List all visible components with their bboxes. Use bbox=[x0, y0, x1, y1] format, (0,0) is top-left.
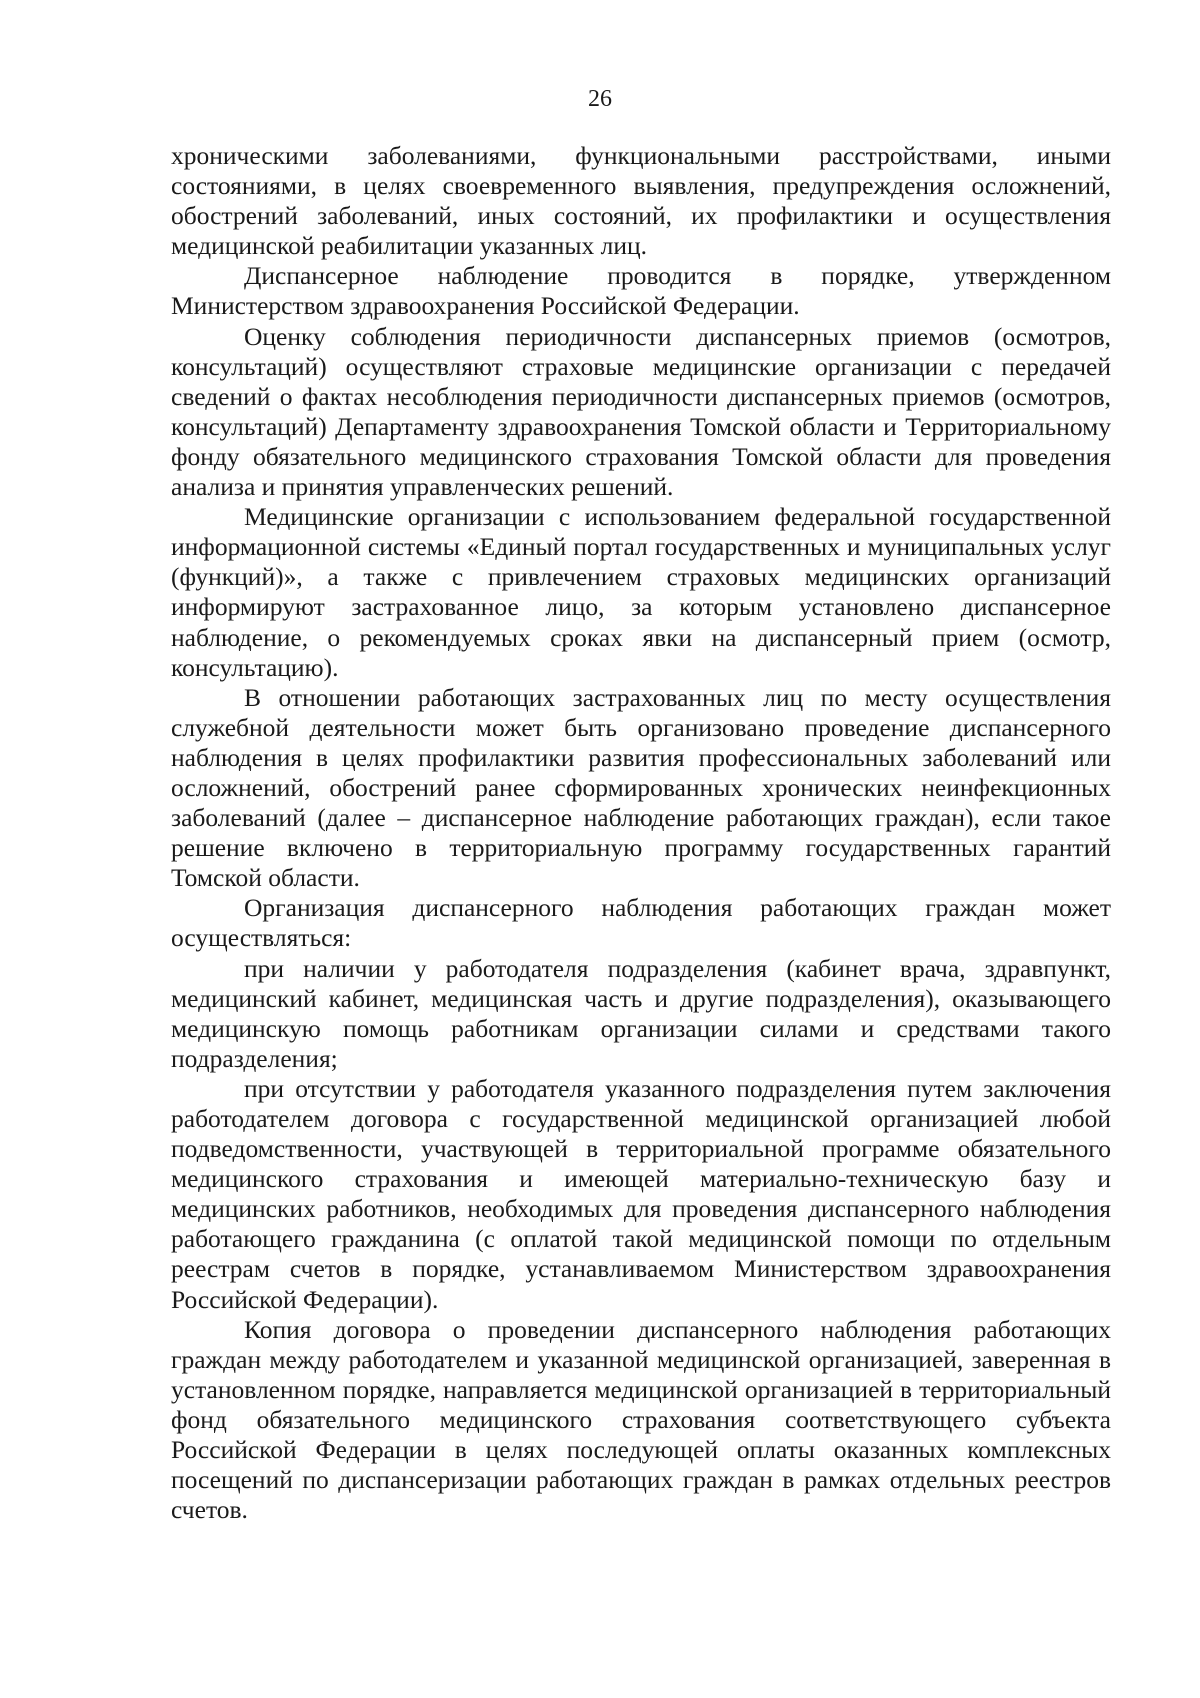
paragraph-working-citizens: В отношении работающих застрахованных лиц по месту осуществления служебной деятельности может быть организовано проведение диспансерного наблюдения в целях профилактики развития профессиональных заболеваний или осложнений, обострений ранее сформированных хронических неинфекционных заболеваний (далее – диспансерное наблюдение работающих граждан), если такое решение включено в территориальную программу государственных гарантий Томской области. bbox=[171, 682, 1111, 893]
paragraph-periodicity-assessment: Оценку соблюдения периодичности диспансерных приемов (осмотров, консультаций) осуществляют страховые медицинские организации с передачей сведений о фактах несоблюдения периодичности диспансерных приемов (осмотров, консультаций) Департаменту здравоохранения Томской области и Территориальному фонду обязательного медицинского страхования Томской области для проведения анализа и принятия управленческих решений. bbox=[171, 321, 1111, 502]
paragraph-dispensary-order: Диспансерное наблюдение проводится в порядке, утвержденном Министерством здравоохранения Российской Федерации. bbox=[171, 261, 1111, 321]
page-number: 26 bbox=[588, 86, 612, 112]
paragraph-organization: Организация диспансерного наблюдения работающих граждан может осуществляться: bbox=[171, 893, 1111, 953]
paragraph-employer-unit: при наличии у работодателя подразделения (кабинет врача, здравпункт, медицинский кабинет, медицинская часть и другие подразделения), оказывающего медицинскую помощь работникам организации силами и средствами такого подразделения; bbox=[171, 953, 1111, 1073]
paragraph-informing: Медицинские организации с использованием федеральной государственной информационной системы «Единый портал государственных и муниципальных услуг (функций)», а также с привлечением страховых медицинских организаций информируют застрахованное лицо, за которым установлено диспансерное наблюдение, о рекомендуемых сроках явки на диспансерный прием (осмотр, консультацию). bbox=[171, 502, 1111, 682]
paragraph-employer-contract: при отсутствии у работодателя указанного подразделения путем заключения работодателем договора с государственной медицинской организацией любой подведомственности, участвующей в территориальной программе обязательного медицинского страхования и имеющей материально-техническую базу и медицинских работников, необходимых для проведения диспансерного наблюдения работающего гражданина (с оплатой такой медицинской помощи по отдельным реестрам счетов в порядке, устанавливаемом Министерством здравоохранения Российской Федерации). bbox=[171, 1073, 1111, 1314]
document-body bbox=[171, 141, 1111, 1525]
paragraph-continuation: хроническими заболеваниями, функциональными расстройствами, иными состояниями, в целях своевременного выявления, предупреждения осложнений, обострений заболеваний, иных состояний, их профилактики и осуществления медицинской реабилитации указанных лиц. bbox=[171, 141, 1111, 261]
paragraph-contract-copy: Копия договора о проведении диспансерного наблюдения работающих граждан между работодателем и указанной медицинской организацией, заверенная в установленном порядке, направляется медицинской организацией в территориальный фонд обязательного медицинского страхования соответствующего субъекта Российской Федерации в целях последующей оплаты оказанных комплексных посещений по диспансеризации работающих граждан в рамках отдельных реестров счетов. bbox=[171, 1314, 1111, 1525]
